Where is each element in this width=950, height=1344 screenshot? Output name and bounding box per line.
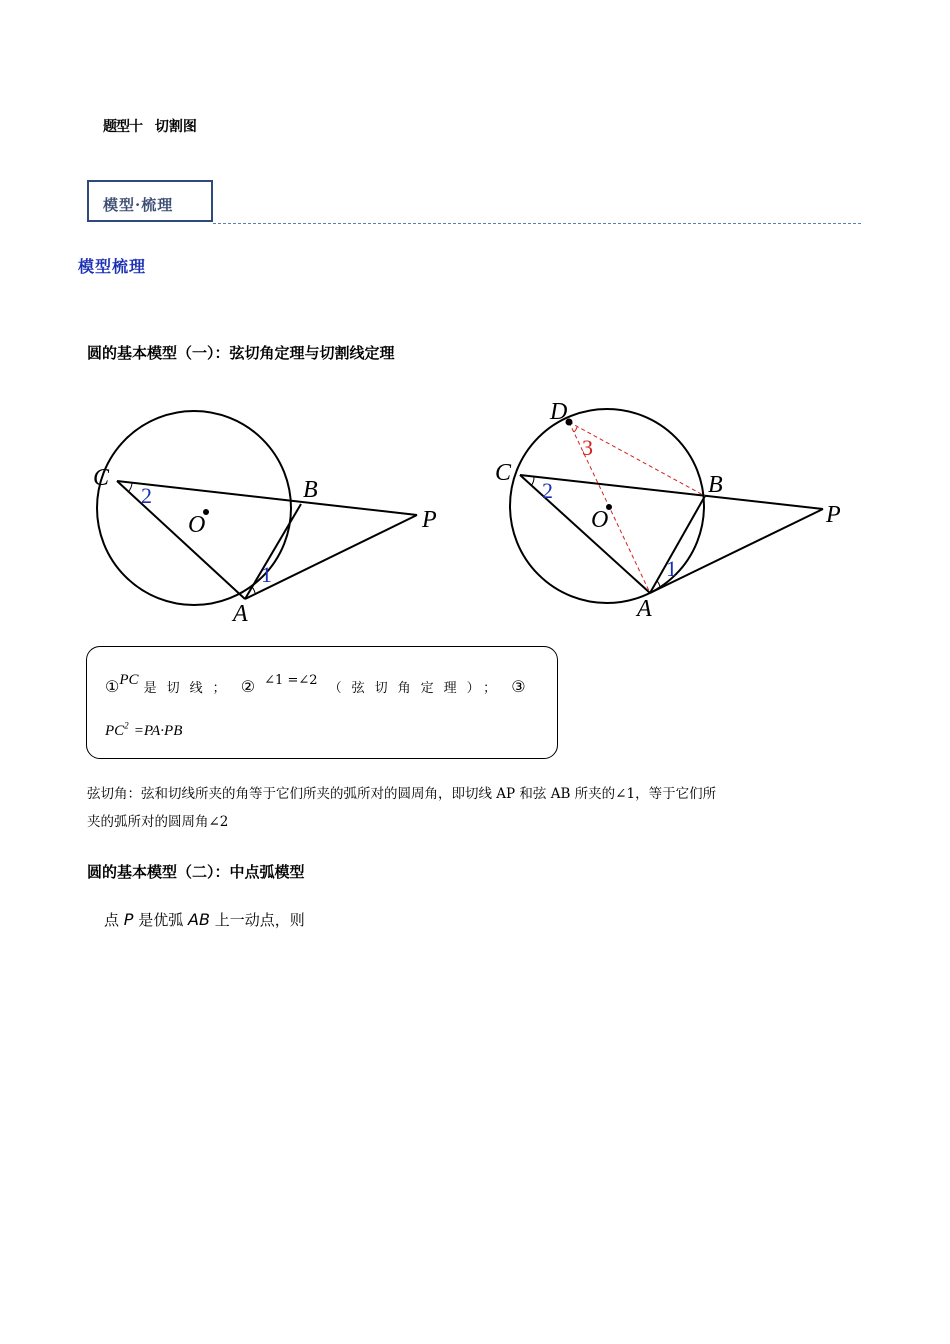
- fig2-label-d: D: [550, 399, 568, 425]
- subheading: 模型梳理: [78, 257, 147, 276]
- formula-angle-eq: ∠1 =∠2: [264, 673, 318, 688]
- fig1-label-a: A: [233, 601, 248, 627]
- fig2-label-o: O: [591, 507, 609, 533]
- fig1-line-ca: [117, 481, 245, 599]
- figure-1: [85, 400, 455, 635]
- fig1-label-c: C: [93, 465, 110, 491]
- figure-2: [490, 395, 860, 630]
- fig1-line-cp: [117, 481, 417, 515]
- explanation-line-1: 弦切角：弦和切线所夹的角等于它们所夹的弧所对的圆周角，即切线 AP 和弦 AB 所夹的∠1，等于它们所: [87, 786, 717, 802]
- formula-text-2: （弦切角定理）；: [328, 681, 507, 696]
- model2-text-prefix: 点: [104, 911, 120, 929]
- fig1-label-b: B: [303, 477, 318, 503]
- fig2-label-b: B: [708, 472, 723, 498]
- fig2-angle1-arc: [657, 581, 660, 587]
- fig2-angle3-label: 3: [582, 435, 593, 460]
- model1-title: 圆的基本模型（一）：弦切角定理与切割线定理: [87, 344, 395, 362]
- fig2-angle1-label: 1: [666, 556, 677, 581]
- formula-pc: PC: [119, 672, 139, 688]
- explanation-line-2: 夹的弧所对的圆周角∠2: [87, 814, 229, 830]
- fig1-angle2-label: 2: [141, 483, 152, 508]
- fig2-angle2-label: 2: [542, 478, 553, 503]
- formula-pc2: PC: [105, 723, 125, 739]
- section-tag: [87, 180, 213, 222]
- section-tag-label: 模型·梳理: [103, 196, 174, 214]
- fig2-label-c: C: [495, 460, 512, 486]
- fig1-angle1-label: 1: [261, 562, 272, 587]
- model2-text-mid: 是优弧: [138, 911, 184, 929]
- header-title: 切割图: [154, 119, 197, 135]
- formula-num-3: ③: [511, 677, 526, 696]
- section-divider: [213, 223, 861, 224]
- fig1-angle1-arc: [252, 587, 255, 593]
- fig2-line-cp: [520, 475, 823, 509]
- fig1-label-o: O: [188, 512, 206, 538]
- formula-box: [86, 646, 558, 759]
- type-label: 题型十: [103, 119, 142, 135]
- model2-text: [104, 909, 305, 930]
- model2-arc-ab: AB: [188, 910, 210, 929]
- formula-rhs: =PA·PB: [133, 723, 183, 739]
- fig2-label-p: P: [826, 502, 841, 528]
- formula-line-1: [105, 672, 526, 697]
- formula-line-2: [105, 720, 182, 740]
- formula-num-1: ①: [105, 677, 120, 696]
- fig2-angle2-arc: [531, 477, 534, 486]
- formula-num-2: ②: [240, 677, 256, 696]
- formula-text-1: 是切线；: [143, 681, 236, 696]
- fig1-angle2-arc: [128, 483, 132, 492]
- fig2-angle3-arc: [574, 427, 577, 432]
- page-header: [103, 116, 197, 136]
- model1-explanation: [87, 780, 867, 836]
- model2-point-p: P: [123, 910, 134, 929]
- model2-text-suffix: 上一动点，则: [214, 911, 305, 929]
- fig1-label-p: P: [422, 507, 437, 533]
- fig2-label-a: A: [637, 596, 652, 622]
- formula-sup2: 2: [124, 720, 129, 731]
- model2-title: 圆的基本模型（二）：中点弧模型: [87, 863, 305, 881]
